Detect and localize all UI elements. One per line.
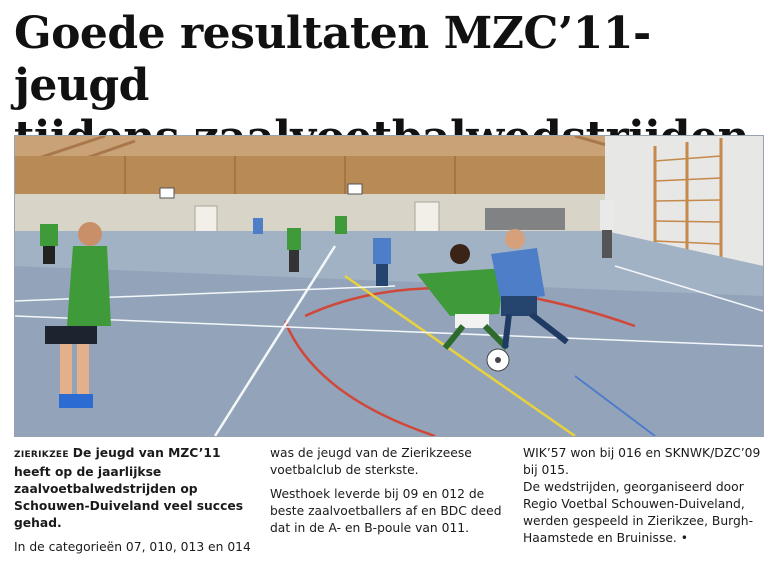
body-paragraph: De wedstrijden, georganiseerd door Regio Voetbal Schouwen-Duiveland, werden gespeeld in Zierikzee, Burgh-Haamstede en Bruinisse. • — [523, 480, 754, 545]
article-column-3 — [523, 445, 763, 554]
headline-line-1: Goede resultaten MZC’11-jeugd — [14, 8, 651, 111]
body-paragraph: WIK’57 won bij 016 en SKNWK/DZC’09 bij 015. — [523, 446, 761, 477]
article-column-2 — [270, 445, 508, 544]
dateline: ZIERIKZEE — [14, 450, 69, 460]
lead-paragraph — [14, 445, 256, 532]
body-paragraph: In de categorieën 07, 010, 013 en 014 — [14, 540, 251, 554]
lead-text: De jeugd van MZC’11 heeft op de jaarlijkse zaalvoetbalwedstrijden op Schouwen-Duiveland veel succes gehad. — [14, 446, 244, 530]
article-column-1 — [14, 445, 256, 563]
body-paragraph: Westhoek leverde bij 09 en 012 de beste zaalvoetballers af en BDC deed dat in de A- en B-poule van 011. — [270, 487, 502, 535]
article-photo — [14, 135, 764, 437]
body-paragraph: was de jeugd van de Zierikzeese voetbalclub de sterkste. — [270, 446, 472, 477]
